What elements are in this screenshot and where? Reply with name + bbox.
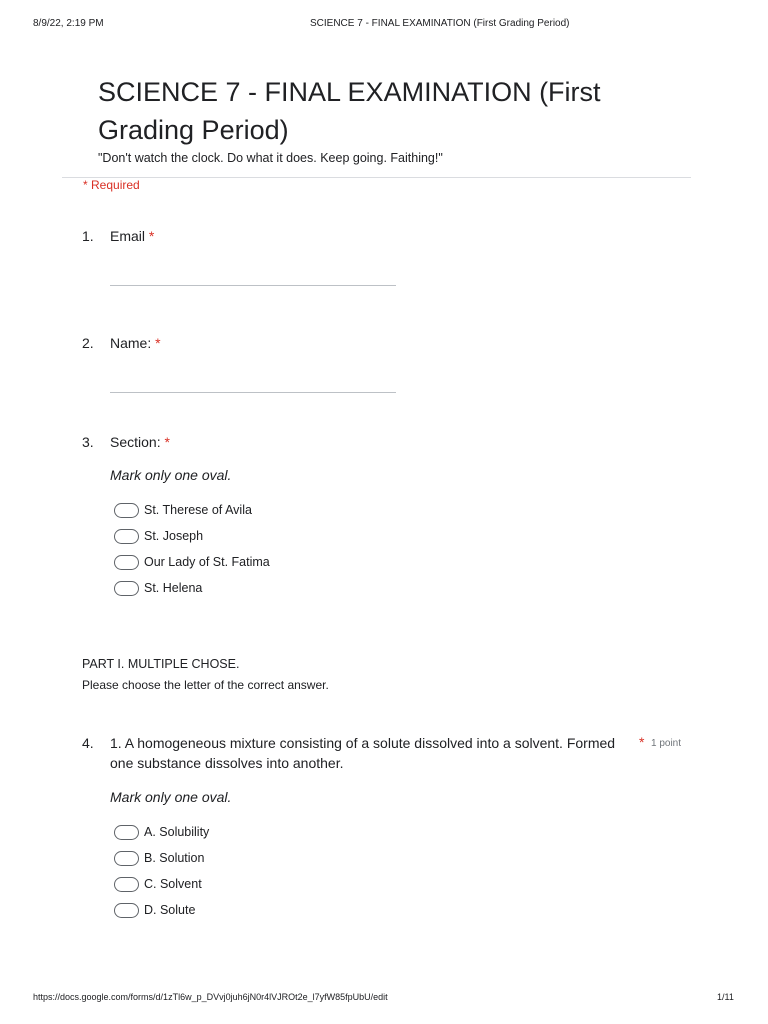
required-note: * Required <box>83 178 140 192</box>
points-badge: 1 point <box>651 738 682 749</box>
radio-oval-icon[interactable] <box>114 825 139 840</box>
print-document-title: SCIENCE 7 - FINAL EXAMINATION (First Grading Period) <box>310 18 570 29</box>
radio-oval-icon[interactable] <box>114 555 139 570</box>
question-number: 2. <box>82 335 94 351</box>
radio-oval-icon[interactable] <box>114 903 139 918</box>
option-label: St. Joseph <box>144 529 204 543</box>
required-asterisk: * <box>155 335 161 351</box>
radio-oval-icon[interactable] <box>114 851 139 866</box>
question-label-text: Section: <box>110 434 161 450</box>
question-label-text: 1. A homogeneous mixture consisting of a solute dissolved into a solvent. Formed one substance dissolves into another. <box>110 735 616 771</box>
radio-oval-icon[interactable] <box>114 877 139 892</box>
header-divider <box>62 177 691 178</box>
option-label: St. Therese of Avila <box>144 503 252 517</box>
radio-oval-icon[interactable] <box>114 529 139 544</box>
form-description: "Don't watch the clock. Do what it does. Keep going. Faithing!" <box>98 151 443 165</box>
page-number: 1/11 <box>717 992 734 1002</box>
question-number: 4. <box>82 735 94 751</box>
option-label: B. Solution <box>144 851 205 865</box>
radio-option[interactable] <box>114 527 203 545</box>
required-asterisk: * <box>148 228 155 244</box>
email-field[interactable] <box>110 285 396 286</box>
print-url: https://docs.google.com/forms/d/1zTl6w_p_DVvj0juh6jN0r4lVJROt2e_l7yfW85fpUbU/edit <box>33 992 388 1002</box>
option-label: A. Solubility <box>144 825 210 839</box>
radio-option[interactable] <box>114 849 204 867</box>
radio-option[interactable] <box>114 875 202 893</box>
required-asterisk: * <box>639 734 645 750</box>
required-asterisk: * <box>164 434 170 450</box>
question-label-section <box>110 434 170 450</box>
question-label-name <box>110 335 161 351</box>
radio-oval-icon[interactable] <box>114 503 139 518</box>
section-heading: PART I. MULTIPLE CHOSE. <box>82 657 240 671</box>
question-label-text: Name: <box>110 335 152 351</box>
radio-option[interactable] <box>114 823 209 841</box>
option-label: Our Lady of St. Fatima <box>144 555 270 569</box>
radio-option[interactable] <box>114 501 252 519</box>
radio-option[interactable] <box>114 579 202 597</box>
option-label: St. Helena <box>144 581 203 595</box>
radio-oval-icon[interactable] <box>114 581 139 596</box>
question-hint: Mark only one oval. <box>110 467 232 483</box>
question-label-text: Email <box>110 228 146 244</box>
section-description: Please choose the letter of the correct answer. <box>82 678 329 692</box>
question-number: 3. <box>82 434 94 450</box>
option-label: D. Solute <box>144 903 196 917</box>
option-label: C. Solvent <box>144 877 202 891</box>
question-label-email <box>110 228 154 244</box>
question-number: 1. <box>82 228 94 244</box>
radio-option[interactable] <box>114 553 270 571</box>
name-field[interactable] <box>110 392 396 393</box>
question-hint: Mark only one oval. <box>110 789 232 805</box>
form-title: SCIENCE 7 - FINAL EXAMINATION (First Grading Period) <box>98 77 601 145</box>
print-datetime: 8/9/22, 2:19 PM <box>33 18 104 29</box>
radio-option[interactable] <box>114 901 195 919</box>
